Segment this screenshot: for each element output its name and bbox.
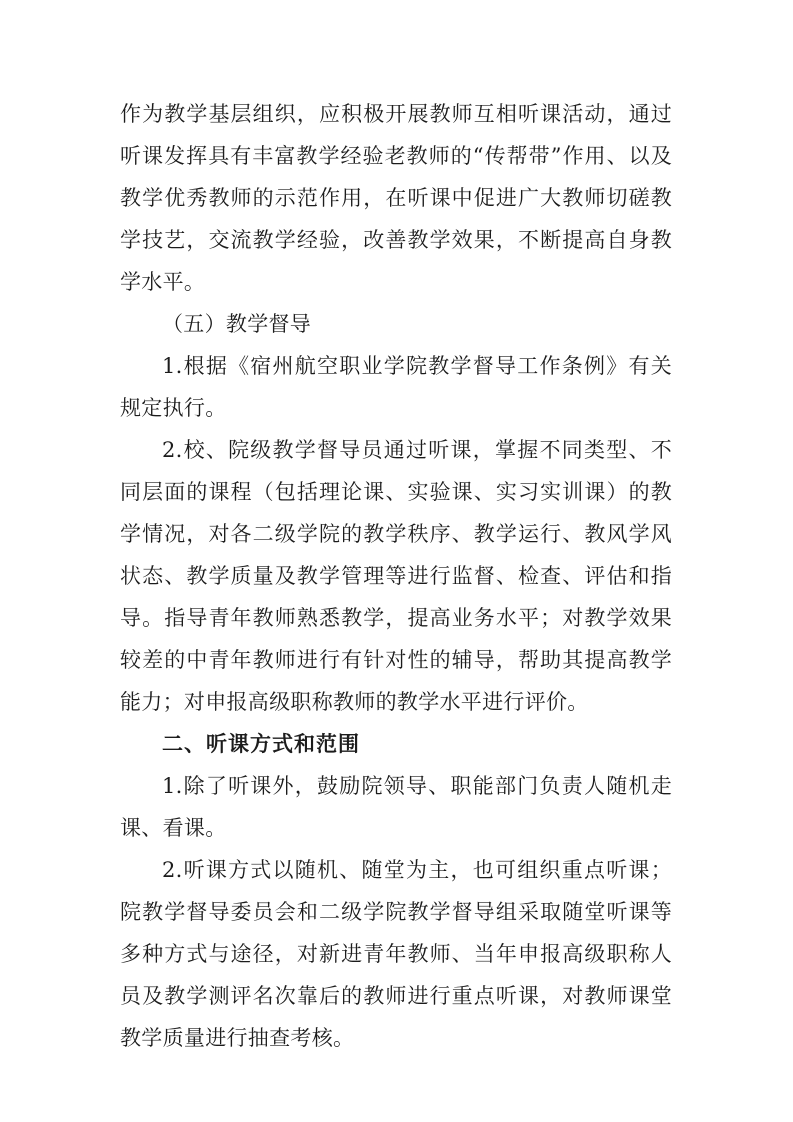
section-heading-2-listening-methods: 二、听课方式和范围 bbox=[162, 732, 360, 756]
paragraph-methods-item-2: 2.听课方式以随机、随堂为主，也可组织重点听课；院教学督导委员会和二级学院教学督导组采取随堂听课等多种方式与途径，对新进青年教师、当年申报高级职称人员及教学测评名次靠后的教师进行重点听课，对教师课堂教学质量进行抽查考核。 bbox=[120, 858, 672, 1050]
subsection-heading-teaching-supervision: （五）教学督导 bbox=[162, 312, 312, 336]
paragraph-methods-item-1: 1.除了听课外，鼓励院领导、职能部门负责人随机走课、看课。 bbox=[120, 774, 672, 840]
paragraph-supervision-item-2: 2.校、院级教学督导员通过听课，掌握不同类型、不同层面的课程（包括理论课、实验课、实习实训课）的教学情况，对各二级学院的教学秩序、教学运行、教风学风状态、教学质量及教学管理等进行监督、检查、评估和指导。指导青年教师熟悉教学，提高业务水平；对教学效果较差的中青年教师进行有针对性的辅导，帮助其提高教学能力；对申报高级职称教师的教学水平进行评价。 bbox=[120, 438, 672, 714]
paragraph-supervision-item-1: 1.根据《宿州航空职业学院教学督导工作条例》有关规定执行。 bbox=[120, 354, 672, 420]
document-content bbox=[120, 93, 672, 1059]
paragraph-continuation: 作为教学基层组织，应积极开展教师互相听课活动，通过听课发挥具有丰富教学经验老教师的“传帮带”作用、以及教学优秀教师的示范作用，在听课中促进广大教师切磋教学技艺，交流教学经验，改善教学效果，不断提高自身教学水平。 bbox=[120, 102, 672, 294]
